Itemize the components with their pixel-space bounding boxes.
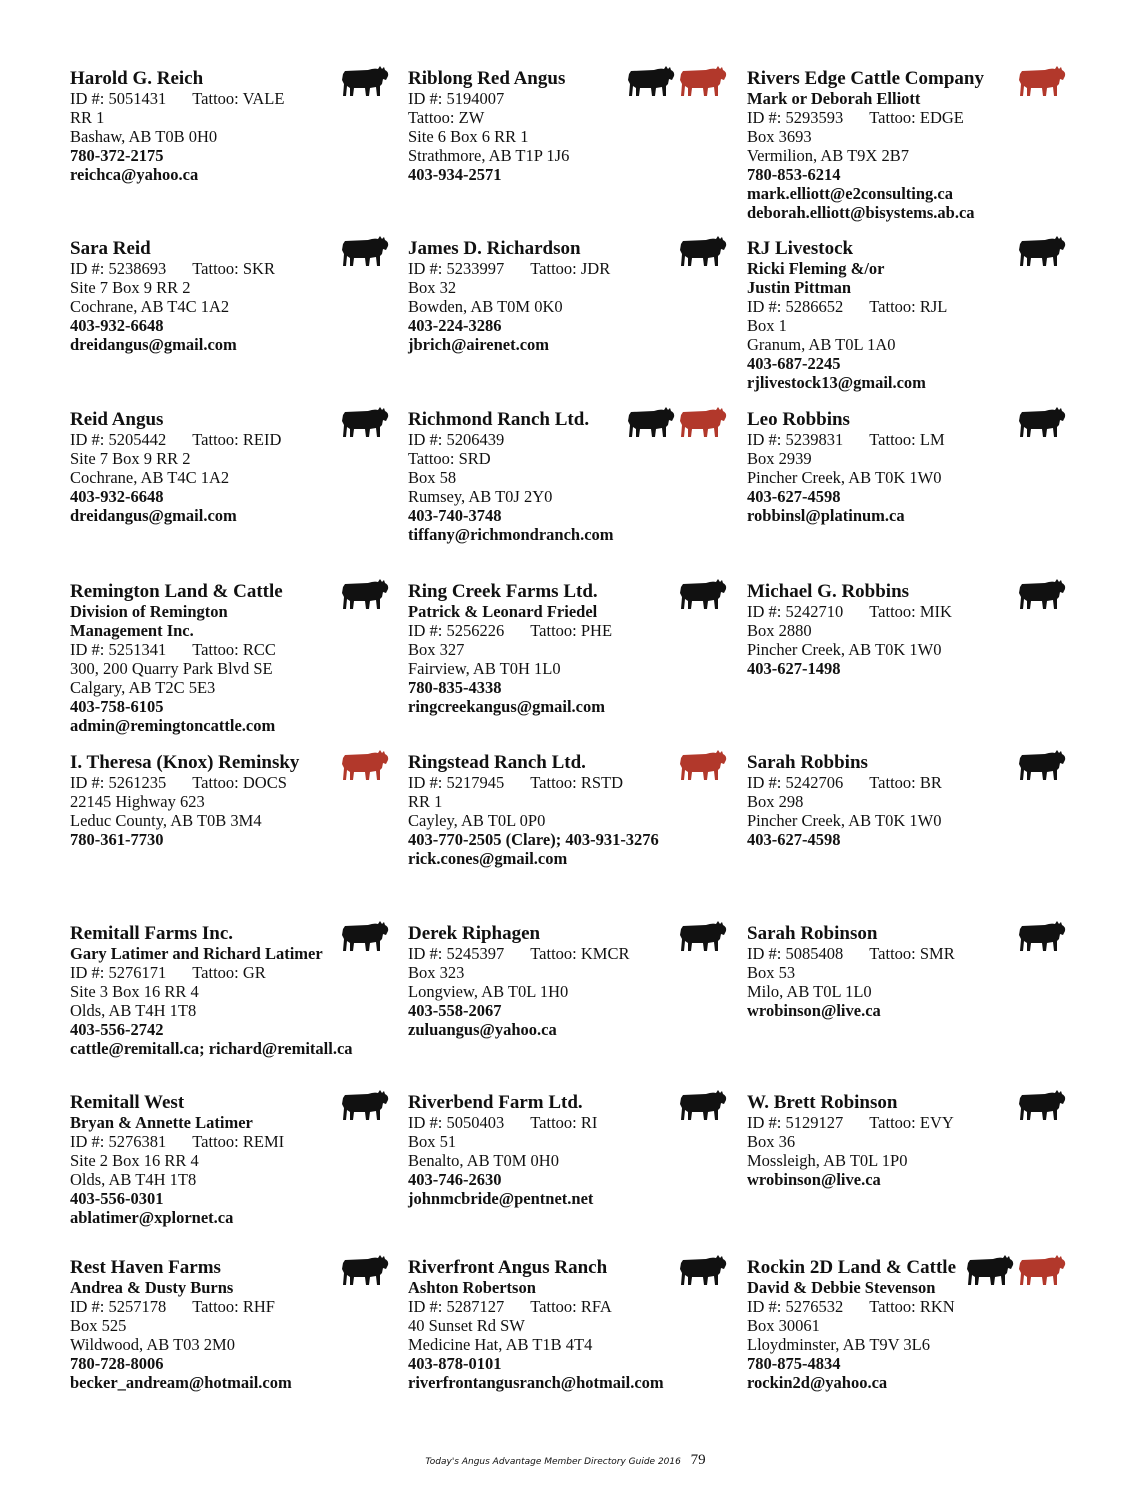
email-address: rjlivestock13@gmail.com: [747, 373, 926, 392]
member-name: Sarah Robinson: [747, 923, 878, 944]
phone-number: 403-878-0101: [408, 1354, 502, 1373]
tattoo-code: Tattoo: MIK: [869, 602, 952, 621]
red-cow-icon: [340, 748, 390, 782]
member-id: ID #: 5242706: [747, 773, 844, 792]
tattoo-code: Tattoo: SRD: [408, 449, 491, 468]
phone-number: 403-746-2630: [408, 1170, 502, 1189]
member-id: ID #: 5050403: [408, 1113, 505, 1132]
member-name: W. Brett Robinson: [747, 1092, 898, 1113]
breed-icons: [1017, 577, 1067, 611]
tattoo-code: Tattoo: LM: [869, 430, 945, 449]
tattoo-code: Tattoo: EVY: [869, 1113, 954, 1132]
email-address: zuluangus@yahoo.ca: [408, 1020, 557, 1039]
directory-entry: [408, 238, 728, 354]
phone-number: 403-627-4598: [747, 487, 841, 506]
email-address: becker_andream@hotmail.com: [70, 1373, 292, 1392]
id-tattoo-row: [70, 1297, 390, 1316]
directory-entry: [70, 923, 390, 1058]
address-line: Lloydminster, AB T9V 3L6: [747, 1335, 930, 1354]
breed-icons: [1017, 1088, 1067, 1122]
member-name: Remitall West: [70, 1092, 185, 1113]
member-id: ID #: 5233997: [408, 259, 505, 278]
red-cow-icon: [678, 405, 728, 439]
email-address: tiffany@richmondranch.com: [408, 525, 614, 544]
member-name: Richmond Ranch Ltd.: [408, 409, 590, 430]
phone-number: 403-740-3748: [408, 506, 502, 525]
phone-number: 403-224-3286: [408, 316, 502, 335]
red-cow-icon: [678, 64, 728, 98]
address-line: Box 2880: [747, 621, 812, 640]
address-line: Vermilion, AB T9X 2B7: [747, 146, 909, 165]
address-line: Pincher Creek, AB T0K 1W0: [747, 811, 942, 830]
email-address: cattle@remitall.ca; richard@remitall.ca: [70, 1039, 353, 1058]
id-tattoo-row: [70, 1132, 390, 1151]
member-name: Sara Reid: [70, 238, 151, 259]
directory-entry: [408, 1092, 728, 1208]
member-name: Rivers Edge Cattle Company: [747, 68, 984, 89]
tattoo-code: Tattoo: PHE: [530, 621, 613, 640]
member-id: ID #: 5242710: [747, 602, 844, 621]
directory-entry: [747, 581, 1067, 678]
directory-entry: [408, 581, 728, 716]
contact-names: Ashton Robertson: [408, 1278, 536, 1297]
contact-names: Justin Pittman: [747, 278, 852, 297]
phone-number: 780-361-7730: [70, 830, 164, 849]
breed-icons: [340, 919, 390, 953]
address-line: Fairview, AB T0H 1L0: [408, 659, 561, 678]
breed-icons: [340, 1088, 390, 1122]
member-name: James D. Richardson: [408, 238, 581, 259]
member-name: Ring Creek Farms Ltd.: [408, 581, 598, 602]
tattoo-code: Tattoo: RHF: [192, 1297, 275, 1316]
contact-names: Andrea & Dusty Burns: [70, 1278, 234, 1297]
breed-icons: [1017, 234, 1067, 268]
black-cow-icon: [340, 577, 390, 611]
phone-number: 403-770-2505 (Clare); 403-931-3276: [408, 830, 659, 849]
member-name: Remington Land & Cattle: [70, 581, 283, 602]
tattoo-code: Tattoo: ZW: [408, 108, 485, 127]
phone-number: 403-627-4598: [747, 830, 841, 849]
address-line: Box 36: [747, 1132, 796, 1151]
breed-icons: [340, 64, 390, 98]
member-id: ID #: 5238693: [70, 259, 167, 278]
red-cow-icon: [678, 748, 728, 782]
email-address: wrobinson@live.ca: [747, 1001, 881, 1020]
address-line: Milo, AB T0L 1L0: [747, 982, 872, 1001]
directory-entry: [408, 409, 728, 544]
red-cow-icon: [1017, 64, 1067, 98]
breed-icons: [678, 919, 728, 953]
directory-entry: [70, 581, 390, 735]
address-line: Leduc County, AB T0B 3M4: [70, 811, 262, 830]
member-name: Remitall Farms Inc.: [70, 923, 234, 944]
directory-entry: [408, 752, 728, 868]
email-address: ablatimer@xplornet.ca: [70, 1208, 234, 1227]
breed-icons: [678, 234, 728, 268]
address-line: Olds, AB T4H 1T8: [70, 1001, 197, 1020]
page-number: 79: [690, 1452, 706, 1468]
member-name: Ringstead Ranch Ltd.: [408, 752, 586, 773]
phone-number: 403-556-2742: [70, 1020, 164, 1039]
tattoo-code: Tattoo: VALE: [192, 89, 285, 108]
address-line: Pincher Creek, AB T0K 1W0: [747, 640, 942, 659]
address-line: Strathmore, AB T1P 1J6: [408, 146, 570, 165]
directory-entry: [408, 1257, 728, 1392]
address-line: 22145 Highway 623: [70, 792, 205, 811]
tattoo-code: Tattoo: SMR: [869, 944, 955, 963]
email-address: rick.cones@gmail.com: [408, 849, 568, 868]
black-cow-icon: [626, 64, 676, 98]
email-address: ringcreekangus@gmail.com: [408, 697, 605, 716]
breed-icons: [1017, 919, 1067, 953]
black-cow-icon: [340, 1253, 390, 1287]
member-id: ID #: 5217945: [408, 773, 505, 792]
publication-name: Today's Angus Advantage Member Directory Guide 2016: [425, 1457, 681, 1467]
address-line: Box 323: [408, 963, 465, 982]
email-address: admin@remingtoncattle.com: [70, 716, 276, 735]
breed-icons: [1017, 748, 1067, 782]
phone-number: 403-556-0301: [70, 1189, 164, 1208]
directory-entry: [70, 752, 390, 849]
black-cow-icon: [965, 1253, 1015, 1287]
member-name: Leo Robbins: [747, 409, 850, 430]
address-line: Cayley, AB T0L 0P0: [408, 811, 546, 830]
email-address: jbrich@airenet.com: [408, 335, 550, 354]
phone-number: 403-932-6648: [70, 487, 164, 506]
address-line: Box 327: [408, 640, 465, 659]
email-address: dreidangus@gmail.com: [70, 506, 237, 525]
member-name: Riverbend Farm Ltd.: [408, 1092, 583, 1113]
breed-icons: [340, 577, 390, 611]
phone-number: 403-558-2067: [408, 1001, 502, 1020]
address-line: Box 298: [747, 792, 804, 811]
address-line: 40 Sunset Rd SW: [408, 1316, 525, 1335]
address-line: Box 51: [408, 1132, 457, 1151]
address-line: 300, 200 Quarry Park Blvd SE: [70, 659, 273, 678]
address-line: Site 7 Box 9 RR 2: [70, 449, 191, 468]
address-line: Box 525: [70, 1316, 127, 1335]
directory-entry: [408, 68, 728, 184]
breed-icons: [1017, 64, 1067, 98]
phone-number: 403-934-2571: [408, 165, 502, 184]
member-name: Derek Riphagen: [408, 923, 541, 944]
directory-entry: [747, 752, 1067, 849]
tattoo-code: Tattoo: RFA: [530, 1297, 612, 1316]
tattoo-code: Tattoo: SKR: [192, 259, 275, 278]
black-cow-icon: [678, 919, 728, 953]
member-id: ID #: 5256226: [408, 621, 505, 640]
directory-entry: [747, 238, 1067, 392]
breed-icons: [965, 1253, 1067, 1287]
page-footer: [0, 1452, 1131, 1469]
member-name: Sarah Robbins: [747, 752, 868, 773]
directory-entry: [408, 923, 728, 1039]
contact-names: David & Debbie Stevenson: [747, 1278, 936, 1297]
tattoo-code: Tattoo: GR: [192, 963, 266, 982]
member-id: ID #: 5206439: [408, 430, 505, 449]
breed-icons: [678, 577, 728, 611]
member-id: ID #: 5085408: [747, 944, 844, 963]
black-cow-icon: [1017, 577, 1067, 611]
breed-icons: [678, 1088, 728, 1122]
black-cow-icon: [678, 1253, 728, 1287]
contact-names: Bryan & Annette Latimer: [70, 1113, 253, 1132]
tattoo-code: Tattoo: EDGE: [869, 108, 964, 127]
address-line: Site 7 Box 9 RR 2: [70, 278, 191, 297]
email-address: dreidangus@gmail.com: [70, 335, 237, 354]
directory-entry: [747, 923, 1067, 1020]
id-tattoo-row: [408, 1297, 728, 1316]
breed-icons: [626, 64, 728, 98]
member-id: ID #: 5205442: [70, 430, 167, 449]
address-line: Site 2 Box 16 RR 4: [70, 1151, 199, 1170]
email-address: reichca@yahoo.ca: [70, 165, 199, 184]
black-cow-icon: [340, 919, 390, 953]
breed-icons: [340, 234, 390, 268]
tattoo-code: Tattoo: RCC: [192, 640, 276, 659]
tattoo-code: Tattoo: KMCR: [530, 944, 630, 963]
member-name: Riverfront Angus Ranch: [408, 1257, 608, 1278]
member-id: ID #: 5194007: [408, 89, 505, 108]
directory-entry: [70, 1257, 390, 1392]
address-line: Mossleigh, AB T0L 1P0: [747, 1151, 908, 1170]
member-id: ID #: 5251341: [70, 640, 167, 659]
phone-number: 780-853-6214: [747, 165, 841, 184]
address-line: Bashaw, AB T0B 0H0: [70, 127, 218, 146]
black-cow-icon: [678, 234, 728, 268]
member-id: ID #: 5276532: [747, 1297, 844, 1316]
black-cow-icon: [1017, 748, 1067, 782]
phone-number: 403-932-6648: [70, 316, 164, 335]
member-name: Reid Angus: [70, 409, 164, 430]
directory-entry: [747, 1092, 1067, 1189]
black-cow-icon: [1017, 1088, 1067, 1122]
address-line: Olds, AB T4H 1T8: [70, 1170, 197, 1189]
email-address: robbinsl@platinum.ca: [747, 506, 905, 525]
member-name: Harold G. Reich: [70, 68, 204, 89]
member-id: ID #: 5261235: [70, 773, 167, 792]
contact-names: Patrick & Leonard Friedel: [408, 602, 598, 621]
black-cow-icon: [626, 405, 676, 439]
address-line: Bowden, AB T0M 0K0: [408, 297, 563, 316]
member-name: RJ Livestock: [747, 238, 854, 259]
member-id: ID #: 5257178: [70, 1297, 167, 1316]
id-tattoo-row: [70, 640, 390, 659]
directory-entry: [70, 68, 390, 184]
phone-number: 780-875-4834: [747, 1354, 841, 1373]
address-line: Cochrane, AB T4C 1A2: [70, 297, 230, 316]
address-line: Box 1: [747, 316, 787, 335]
breed-icons: [678, 748, 728, 782]
address-line: RR 1: [408, 792, 443, 811]
phone-number: 403-627-1498: [747, 659, 841, 678]
tattoo-code: Tattoo: BR: [869, 773, 942, 792]
black-cow-icon: [1017, 919, 1067, 953]
address-line: Site 6 Box 6 RR 1: [408, 127, 529, 146]
email-address: deborah.elliott@bisystems.ab.ca: [747, 203, 975, 222]
tattoo-code: Tattoo: JDR: [530, 259, 611, 278]
breed-icons: [678, 1253, 728, 1287]
contact-names: Mark or Deborah Elliott: [747, 89, 921, 108]
member-id: ID #: 5245397: [408, 944, 505, 963]
breed-icons: [340, 1253, 390, 1287]
phone-number: 403-758-6105: [70, 697, 164, 716]
member-id: ID #: 5276171: [70, 963, 167, 982]
address-line: Granum, AB T0L 1A0: [747, 335, 896, 354]
email-address: riverfrontangusranch@hotmail.com: [408, 1373, 664, 1392]
breed-icons: [1017, 405, 1067, 439]
tattoo-code: Tattoo: RSTD: [530, 773, 624, 792]
phone-number: 780-728-8006: [70, 1354, 164, 1373]
email-address: mark.elliott@e2consulting.ca: [747, 184, 953, 203]
black-cow-icon: [340, 1088, 390, 1122]
directory-entry: [747, 409, 1067, 525]
directory-entry: [747, 1257, 1067, 1392]
tattoo-code: Tattoo: RJL: [869, 297, 948, 316]
member-id: ID #: 5293593: [747, 108, 844, 127]
address-line: Wildwood, AB T03 2M0: [70, 1335, 235, 1354]
directory-entry: [70, 409, 390, 525]
directory-entry: [70, 238, 390, 354]
black-cow-icon: [678, 1088, 728, 1122]
address-line: Box 2939: [747, 449, 812, 468]
directory-entry: [747, 68, 1067, 222]
address-line: Rumsey, AB T0J 2Y0: [408, 487, 553, 506]
phone-number: 403-687-2245: [747, 354, 841, 373]
address-line: Site 3 Box 16 RR 4: [70, 982, 199, 1001]
black-cow-icon: [340, 234, 390, 268]
member-id: ID #: 5051431: [70, 89, 167, 108]
member-id: ID #: 5239831: [747, 430, 844, 449]
id-tattoo-row: [747, 1297, 1067, 1316]
member-id: ID #: 5286652: [747, 297, 844, 316]
id-tattoo-row: [70, 963, 390, 982]
directory-entry: [70, 1092, 390, 1227]
member-name: I. Theresa (Knox) Reminsky: [70, 752, 300, 773]
black-cow-icon: [1017, 405, 1067, 439]
contact-names: Management Inc.: [70, 621, 194, 640]
address-line: Box 53: [747, 963, 796, 982]
phone-number: 780-372-2175: [70, 146, 164, 165]
tattoo-code: Tattoo: REID: [192, 430, 282, 449]
tattoo-code: Tattoo: REMI: [192, 1132, 285, 1151]
member-name: Rockin 2D Land & Cattle: [747, 1257, 957, 1278]
address-line: Box 30061: [747, 1316, 820, 1335]
black-cow-icon: [1017, 234, 1067, 268]
member-name: Riblong Red Angus: [408, 68, 566, 89]
member-name: Michael G. Robbins: [747, 581, 910, 602]
email-address: johnmcbride@pentnet.net: [408, 1189, 594, 1208]
member-id: ID #: 5276381: [70, 1132, 167, 1151]
red-cow-icon: [1017, 1253, 1067, 1287]
member-name: Rest Haven Farms: [70, 1257, 221, 1278]
address-line: Box 58: [408, 468, 457, 487]
breed-icons: [340, 405, 390, 439]
address-line: Box 3693: [747, 127, 812, 146]
member-id: ID #: 5287127: [408, 1297, 505, 1316]
black-cow-icon: [340, 64, 390, 98]
contact-names: Division of Remington: [70, 602, 228, 621]
email-address: wrobinson@live.ca: [747, 1170, 881, 1189]
address-line: Pincher Creek, AB T0K 1W0: [747, 468, 942, 487]
id-tattoo-row: [747, 297, 1067, 316]
black-cow-icon: [678, 577, 728, 611]
member-id: ID #: 5129127: [747, 1113, 844, 1132]
id-tattoo-row: [408, 621, 728, 640]
black-cow-icon: [340, 405, 390, 439]
email-address: rockin2d@yahoo.ca: [747, 1373, 888, 1392]
contact-names: Ricki Fleming &/or: [747, 259, 885, 278]
address-line: Medicine Hat, AB T1B 4T4: [408, 1335, 593, 1354]
phone-number: 780-835-4338: [408, 678, 502, 697]
address-line: Cochrane, AB T4C 1A2: [70, 468, 230, 487]
address-line: RR 1: [70, 108, 105, 127]
tattoo-code: Tattoo: RKN: [869, 1297, 955, 1316]
address-line: Benalto, AB T0M 0H0: [408, 1151, 559, 1170]
id-tattoo-row: [747, 108, 1067, 127]
breed-icons: [626, 405, 728, 439]
tattoo-code: Tattoo: DOCS: [192, 773, 287, 792]
address-line: Longview, AB T0L 1H0: [408, 982, 569, 1001]
address-line: Box 32: [408, 278, 457, 297]
breed-icons: [340, 748, 390, 782]
address-line: Calgary, AB T2C 5E3: [70, 678, 216, 697]
tattoo-code: Tattoo: RI: [530, 1113, 598, 1132]
contact-names: Gary Latimer and Richard Latimer: [70, 944, 323, 963]
